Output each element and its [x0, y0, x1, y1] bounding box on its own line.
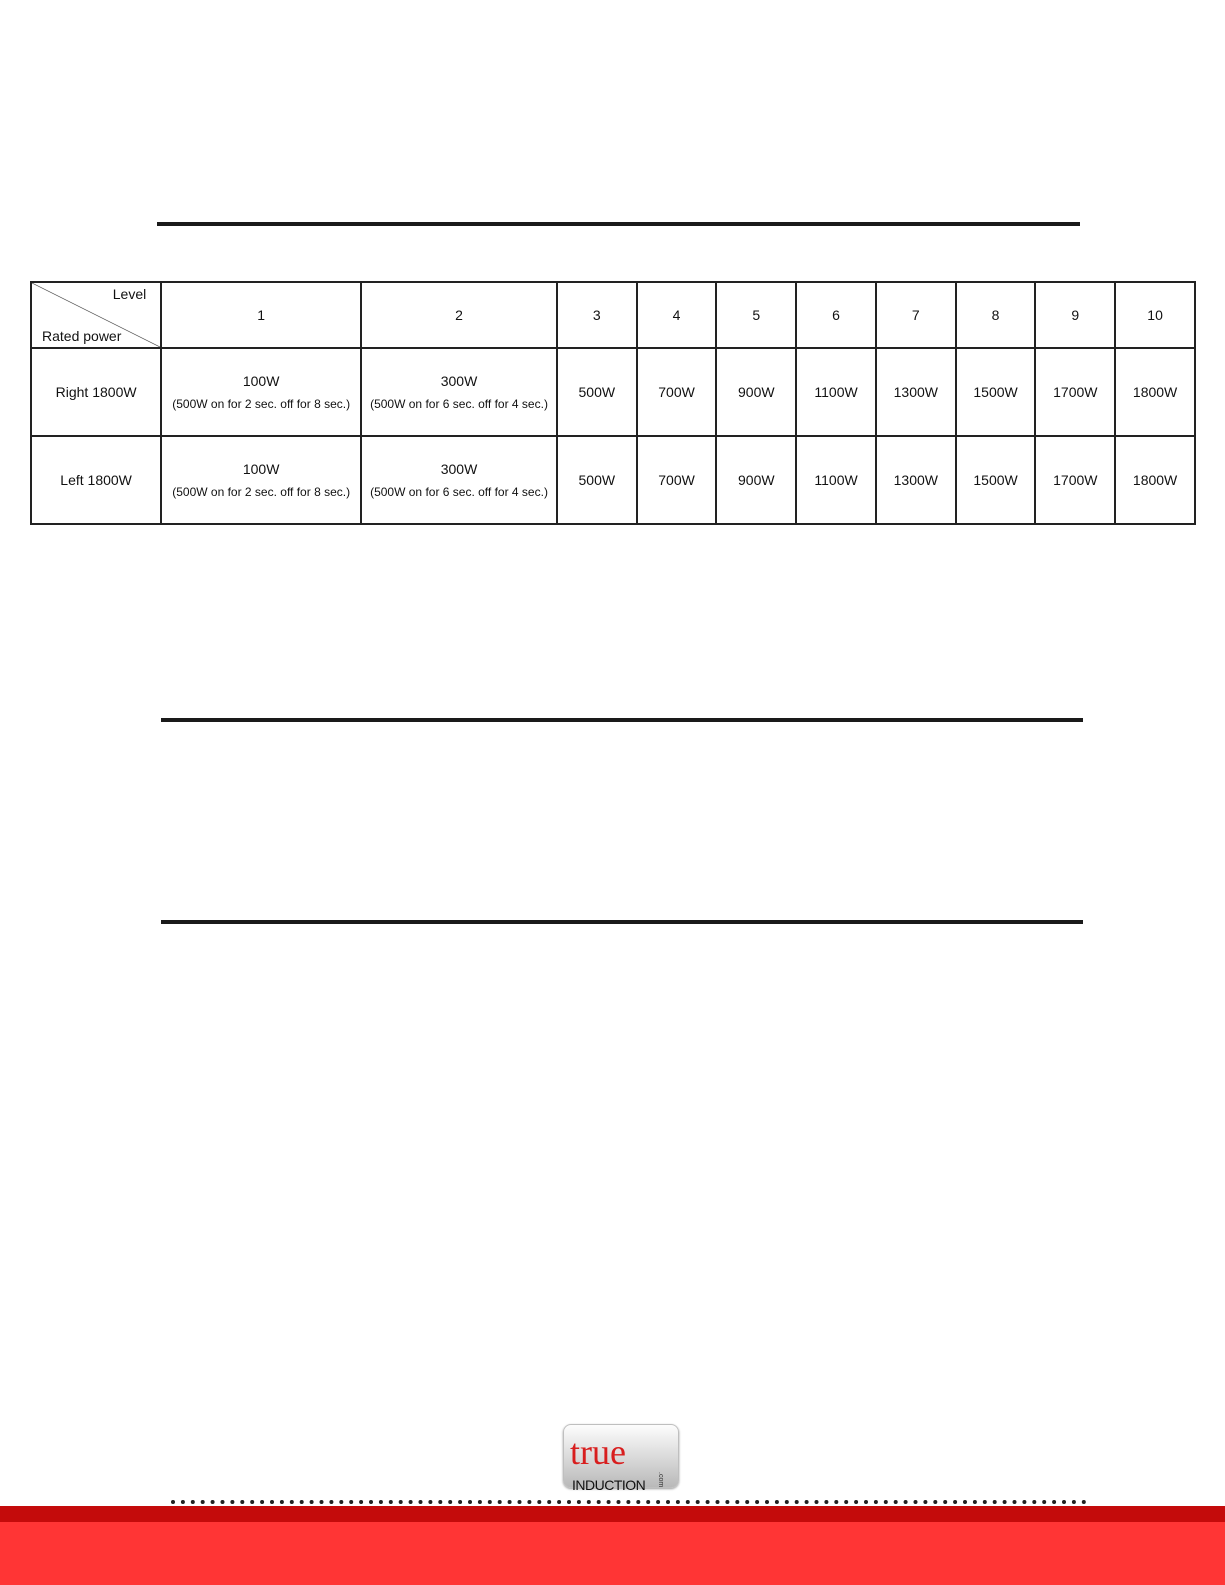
separator-dot [914, 1500, 918, 1504]
separator-dot [1062, 1500, 1066, 1504]
separator-dot [953, 1500, 957, 1504]
separator-dot [1003, 1500, 1007, 1504]
separator-dot [854, 1500, 858, 1504]
cell-right-level-5: 900W [716, 348, 796, 436]
separator-dot [725, 1500, 729, 1504]
separator-dot [221, 1500, 225, 1504]
separator-dot [646, 1500, 650, 1504]
separator-dot [468, 1500, 472, 1504]
corner-header-cell [31, 282, 161, 348]
separator-dot [607, 1500, 611, 1504]
separator-dot [636, 1500, 640, 1504]
separator-dot [844, 1500, 848, 1504]
dotted-separator [170, 1499, 1090, 1505]
separator-dot [349, 1500, 353, 1504]
separator-dot [478, 1500, 482, 1504]
separator-dot [656, 1500, 660, 1504]
separator-dot [716, 1500, 720, 1504]
separator-dot [706, 1500, 710, 1504]
separator-dot [399, 1500, 403, 1504]
separator-dot [458, 1500, 462, 1504]
separator-dot [201, 1500, 205, 1504]
separator-dot [280, 1500, 284, 1504]
separator-dot [488, 1500, 492, 1504]
level-header-9: 9 [1035, 282, 1115, 348]
horizontal-divider-top [157, 222, 1080, 226]
level-header-10: 10 [1115, 282, 1195, 348]
separator-dot [448, 1500, 452, 1504]
table-row-left [31, 436, 1195, 524]
row-label-right: Right 1800W [31, 348, 161, 436]
cell-left-level-4: 700W [637, 436, 717, 524]
separator-dot [527, 1500, 531, 1504]
separator-dot [567, 1500, 571, 1504]
separator-dot [973, 1500, 977, 1504]
cell-left-level-6: 1100W [796, 436, 876, 524]
separator-dot [518, 1500, 522, 1504]
separator-dot [508, 1500, 512, 1504]
separator-dot [191, 1500, 195, 1504]
level-header-7: 7 [876, 282, 956, 348]
separator-dot [537, 1500, 541, 1504]
cell-note: (500W on for 2 sec. off for 8 sec.) [172, 397, 351, 411]
logo-suffix: .com [657, 1472, 664, 1488]
cell-right-level-8: 1500W [956, 348, 1036, 436]
separator-dot [498, 1500, 502, 1504]
separator-dot [329, 1500, 333, 1504]
separator-dot [597, 1500, 601, 1504]
table-row-right [31, 348, 1195, 436]
cell-left-level-8: 1500W [956, 436, 1036, 524]
cell-right-level-4: 700W [637, 348, 717, 436]
separator-dot [686, 1500, 690, 1504]
separator-dot [824, 1500, 828, 1504]
footer-band [0, 1522, 1225, 1585]
separator-dot [1072, 1500, 1076, 1504]
cell-left-level-1 [161, 436, 361, 524]
separator-dot [874, 1500, 878, 1504]
level-header-8: 8 [956, 282, 1036, 348]
horizontal-divider-middle [161, 718, 1083, 722]
separator-dot [211, 1500, 215, 1504]
separator-dot [379, 1500, 383, 1504]
separator-dot [775, 1500, 779, 1504]
separator-dot [359, 1500, 363, 1504]
separator-dot [785, 1500, 789, 1504]
level-header-1: 1 [161, 282, 361, 348]
horizontal-divider-lower [161, 920, 1083, 924]
rated-power-axis-label: Rated power [42, 328, 122, 344]
separator-dot [419, 1500, 423, 1504]
separator-dot [547, 1500, 551, 1504]
cell-value: 300W [440, 461, 478, 477]
separator-dot [240, 1500, 244, 1504]
cell-right-level-9: 1700W [1035, 348, 1115, 436]
cell-right-level-3: 500W [557, 348, 637, 436]
separator-dot [983, 1500, 987, 1504]
cell-value: 100W [242, 461, 280, 477]
logo-subtitle: INDUCTION [572, 1477, 646, 1493]
separator-dot [230, 1500, 234, 1504]
separator-dot [745, 1500, 749, 1504]
level-header-2: 2 [361, 282, 557, 348]
separator-dot [884, 1500, 888, 1504]
cell-note: (500W on for 6 sec. off for 4 sec.) [370, 397, 548, 411]
cell-left-level-3: 500W [557, 436, 637, 524]
separator-dot [963, 1500, 967, 1504]
separator-dot [923, 1500, 927, 1504]
separator-dot [943, 1500, 947, 1504]
separator-dot [1022, 1500, 1026, 1504]
cell-left-level-7: 1300W [876, 436, 956, 524]
separator-dot [171, 1500, 175, 1504]
cell-right-level-6: 1100W [796, 348, 876, 436]
row-label-left: Left 1800W [31, 436, 161, 524]
separator-dot [696, 1500, 700, 1504]
separator-dot [369, 1500, 373, 1504]
separator-dot [676, 1500, 680, 1504]
separator-dot [666, 1500, 670, 1504]
cell-right-level-1 [161, 348, 361, 436]
cell-left-level-2 [361, 436, 557, 524]
level-axis-label: Level [112, 286, 147, 302]
cell-right-level-2 [361, 348, 557, 436]
level-header-4: 4 [637, 282, 717, 348]
cell-left-level-5: 900W [716, 436, 796, 524]
cell-note: (500W on for 6 sec. off for 4 sec.) [370, 485, 548, 499]
separator-dot [310, 1500, 314, 1504]
separator-dot [864, 1500, 868, 1504]
separator-dot [1082, 1500, 1086, 1504]
level-header-5: 5 [716, 282, 796, 348]
separator-dot [805, 1500, 809, 1504]
level-header-6: 6 [796, 282, 876, 348]
cell-note: (500W on for 2 sec. off for 8 sec.) [172, 485, 351, 499]
separator-dot [438, 1500, 442, 1504]
separator-dot [735, 1500, 739, 1504]
separator-dot [250, 1500, 254, 1504]
separator-dot [587, 1500, 591, 1504]
separator-dot [933, 1500, 937, 1504]
cell-right-level-7: 1300W [876, 348, 956, 436]
separator-dot [290, 1500, 294, 1504]
separator-dot [1052, 1500, 1056, 1504]
separator-dot [904, 1500, 908, 1504]
separator-dot [270, 1500, 274, 1504]
cell-left-level-9: 1700W [1035, 436, 1115, 524]
separator-dot [428, 1500, 432, 1504]
cell-value: 300W [440, 373, 478, 389]
separator-dot [181, 1500, 185, 1504]
separator-dot [834, 1500, 838, 1504]
footer-band-dark [0, 1506, 1225, 1522]
cell-right-level-10: 1800W [1115, 348, 1195, 436]
separator-dot [557, 1500, 561, 1504]
table-header-row [31, 282, 1195, 348]
separator-dot [795, 1500, 799, 1504]
separator-dot [577, 1500, 581, 1504]
logo-wordmark: true [570, 1432, 626, 1472]
separator-dot [1042, 1500, 1046, 1504]
separator-dot [765, 1500, 769, 1504]
separator-dot [339, 1500, 343, 1504]
separator-dot [409, 1500, 413, 1504]
separator-dot [626, 1500, 630, 1504]
cell-value: 100W [242, 373, 280, 389]
separator-dot [993, 1500, 997, 1504]
separator-dot [1032, 1500, 1036, 1504]
separator-dot [320, 1500, 324, 1504]
separator-dot [755, 1500, 759, 1504]
separator-dot [894, 1500, 898, 1504]
separator-dot [617, 1500, 621, 1504]
power-levels-table [30, 281, 1196, 525]
separator-dot [300, 1500, 304, 1504]
separator-dot [1013, 1500, 1017, 1504]
separator-dot [260, 1500, 264, 1504]
level-header-3: 3 [557, 282, 637, 348]
separator-dot [815, 1500, 819, 1504]
cell-left-level-10: 1800W [1115, 436, 1195, 524]
separator-dot [389, 1500, 393, 1504]
